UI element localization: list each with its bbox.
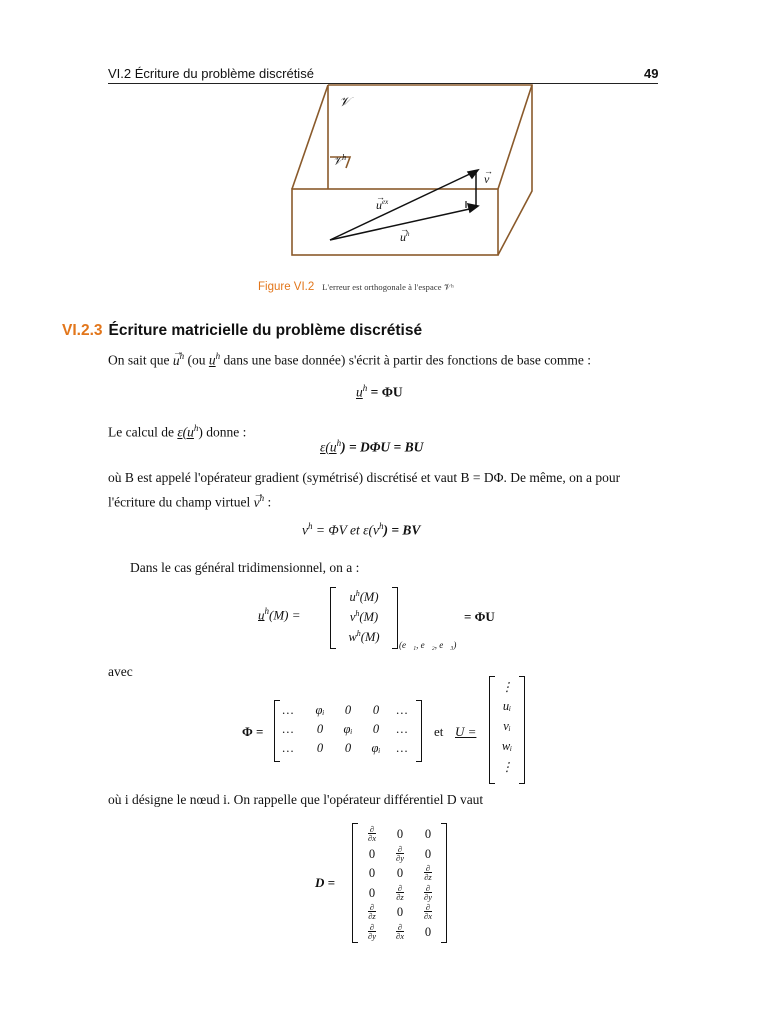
- box-edge: [292, 85, 328, 189]
- D-cell: $\frac{\partial}{\partial y}$: [424, 882, 432, 902]
- phi-lhs: Φ =: [242, 724, 264, 739]
- D-cell: 0: [424, 827, 432, 841]
- phi-cell: φᵢ: [343, 722, 353, 736]
- phi-cell: φᵢ: [315, 703, 325, 717]
- phi-cell: …: [396, 703, 408, 717]
- phi-cell: …: [282, 703, 294, 717]
- label-u-ex: → $u^{ex}$: [376, 198, 388, 213]
- D-cell: 0: [396, 905, 404, 919]
- D-cell: $\frac{\partial}{\partial z}$: [368, 902, 376, 921]
- phi-cell: 0: [344, 703, 352, 717]
- equation: $\varepsilon(u^h) = D\Phi U$ = BU: [320, 438, 424, 455]
- label-V: 𝒱: [339, 94, 350, 109]
- D-cell: $\frac{\partial}{\partial x}$: [396, 921, 404, 941]
- label-Vh: 𝒱$^h$: [333, 153, 347, 168]
- U-cell: vᵢ: [503, 719, 511, 733]
- phi-cell: …: [282, 722, 294, 736]
- et-word: et: [434, 724, 444, 739]
- phi-cell: …: [282, 741, 294, 755]
- phi-cell: 0: [372, 703, 380, 717]
- paragraph: Dans le cas général tridimensionnel, on a :: [130, 560, 360, 575]
- box-front-face: [292, 189, 498, 255]
- paragraph: où i désigne le nœud i. On rappelle que l'opérateur différentiel D vaut: [108, 792, 484, 807]
- label-u-h: → $u^h$: [400, 230, 410, 245]
- paragraph: avec: [108, 664, 133, 679]
- D-cell: $\frac{\partial}{\partial y}$: [368, 921, 376, 941]
- D-cell: 0: [396, 827, 404, 841]
- phi-cell: φᵢ: [371, 741, 381, 755]
- D-lhs: D =: [315, 875, 336, 890]
- figure-vector-space: [280, 84, 550, 279]
- U-lhs: U =: [455, 724, 477, 739]
- phi-cell: …: [396, 722, 408, 736]
- paragraph: où B est appelé l'opérateur gradient (symétrisé) discrétisé et vaut B = DΦ. De même, on a pour l'écriture du champ virtuel → $v^h$ :: [108, 468, 668, 513]
- D-matrix: [352, 823, 447, 943]
- paragraph: Le calcul de $\varepsilon(u^h)$ donne :: [108, 423, 247, 440]
- section-title: Écriture matricielle du problème discrétisé: [108, 322, 423, 339]
- D-cell: 0: [368, 846, 376, 861]
- D-cell: 0: [396, 866, 404, 880]
- D-cell: 0: [368, 866, 376, 880]
- phi-cell: 0: [372, 722, 380, 736]
- U-vector: [489, 676, 525, 784]
- section-heading: [62, 322, 422, 340]
- U-cell: wᵢ: [501, 739, 513, 753]
- label-v: → v: [484, 172, 489, 187]
- D-cell: 0: [368, 885, 376, 900]
- equation-lhs: $u^h(M)$ =: [258, 606, 301, 623]
- U-cell: ⋮: [500, 760, 514, 774]
- section-number: VI.2.3: [62, 322, 103, 339]
- equation: $v^h = \Phi V$ et $\varepsilon(v^h)$ = BV: [302, 521, 421, 538]
- U-cell: uᵢ: [502, 699, 512, 713]
- displacement-matrix: $u^h(M)$ $v^h(M)$ $w^h(M)$: [330, 587, 398, 649]
- figure-caption: [258, 281, 454, 293]
- equation-rhs: = ΦU: [464, 609, 495, 624]
- paragraph: On sait que → $u^h$ (ou $u^h$ dans une base donnée) s'écrit à partir des fonctions de base comme :: [108, 346, 591, 371]
- D-cell: $\frac{\partial}{\partial z}$: [396, 882, 404, 902]
- phi-cell: …: [396, 741, 408, 755]
- equation: $u^h = \Phi U$: [356, 383, 403, 400]
- figure-diagram: [280, 84, 550, 274]
- D-cell: $\frac{\partial}{\partial y}$: [396, 843, 404, 863]
- figure-caption-text: L'erreur est orthogonale à l'espace 𝒱ʰ: [322, 282, 454, 292]
- phi-cell: 0: [316, 722, 324, 736]
- phi-cell: 0: [316, 741, 324, 755]
- D-cell: $\frac{\partial}{\partial x}$: [424, 902, 432, 921]
- basis-subscript: (e⃗₁, e⃗₂, e⃗₃): [399, 640, 457, 650]
- phi-matrix: [274, 700, 422, 762]
- U-cell: ⋮: [500, 680, 514, 694]
- box-edge: [498, 85, 532, 189]
- D-cell: 0: [424, 846, 432, 861]
- D-cell: $\frac{\partial}{\partial z}$: [424, 863, 432, 882]
- page-number: 49: [644, 66, 659, 81]
- box-edge: [328, 85, 532, 255]
- phi-cell: 0: [344, 741, 352, 755]
- figure-caption-label: Figure VI.2: [258, 281, 315, 293]
- D-cell: $\frac{\partial}{\partial x}$: [368, 824, 376, 843]
- D-cell: 0: [424, 924, 432, 939]
- running-head: VI.2 Écriture du problème discrétisé: [108, 66, 314, 81]
